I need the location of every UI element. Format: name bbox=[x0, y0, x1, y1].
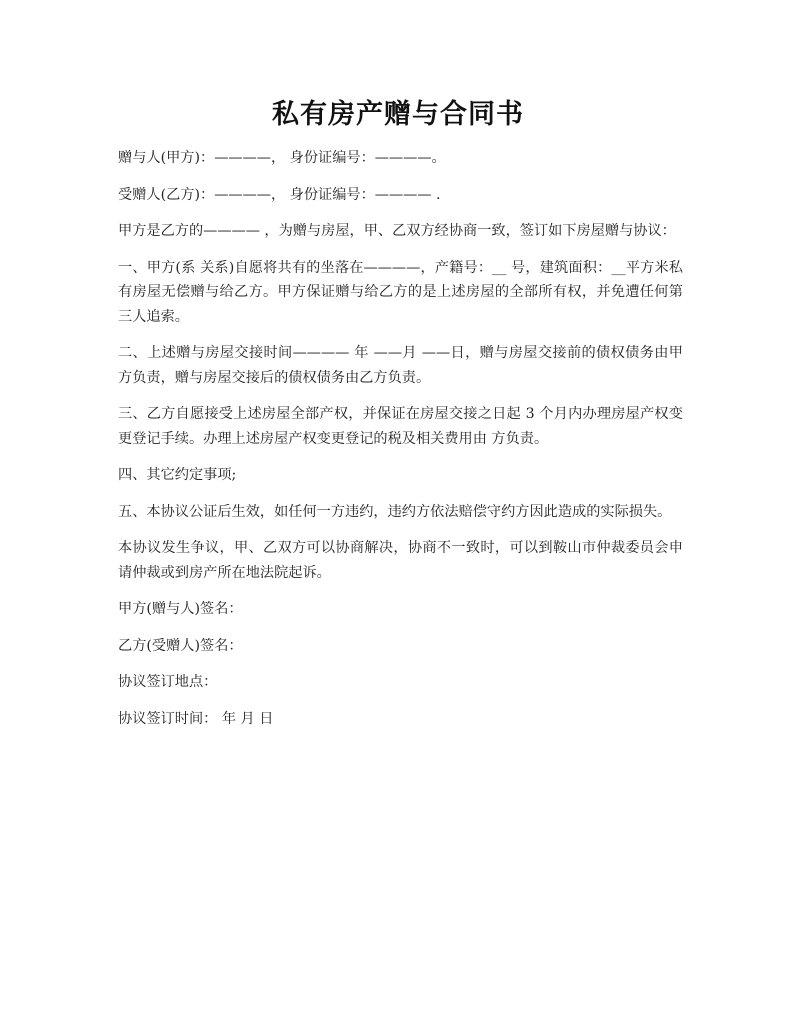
recipient-line: 受赠人(乙方)：————， 身份证编号：———— . bbox=[118, 186, 441, 203]
donor-line: 赠与人(甲方)：————， 身份证编号：————。 bbox=[118, 150, 446, 166]
document-body bbox=[118, 146, 683, 743]
recipient-signature-line: 乙方(受赠人)签名： bbox=[118, 637, 243, 654]
clause-2: 二、上述赠与房屋交接时间———— 年 ——月 ——日，赠与房屋交接前的债权债务由甲方负责，赠与房屋交接后的债权债务由乙方负责。 bbox=[118, 345, 683, 386]
preamble-paragraph: 甲方是乙方的———— ，为赠与房屋，甲、乙双方经协商一致，签订如下房屋赠与协议： bbox=[118, 223, 676, 239]
document-title: 私有房产赠与合同书 bbox=[272, 99, 524, 130]
signing-date-line: 协议签订时间： 年 月 日 bbox=[118, 710, 274, 727]
clause-3: 三、乙方自愿接受上述房屋全部产权，并保证在房屋交接之日起 3 个月内办理房屋产权变更登记手续。办理上述房屋产权变更登记的税及相关费用由 方负责。 bbox=[118, 406, 683, 447]
signing-place-line: 协议签订地点： bbox=[118, 674, 218, 690]
clause-5: 五、本协议公证后生效，如任何一方违约，违约方依法赔偿守约方因此造成的实际损失。 bbox=[118, 503, 672, 520]
dispute-paragraph: 本协议发生争议，甲、乙双方可以协商解决，协商不一致时，可以到鞍山市仲裁委员会申请仲裁或到房产所在地法院起诉。 bbox=[118, 540, 683, 581]
donor-signature-line: 甲方(赠与人)签名： bbox=[118, 601, 243, 617]
clause-1: 一、甲方(系 关系)自愿将共有的坐落在————，产籍号：__ 号，建筑面积：__平方米私有房屋无偿赠与给乙方。甲方保证赠与给乙方的是上述房屋的全部所有权，并免遭任何第三人追索。 bbox=[118, 259, 683, 325]
clause-4: 四、其它约定事项; bbox=[118, 467, 237, 483]
